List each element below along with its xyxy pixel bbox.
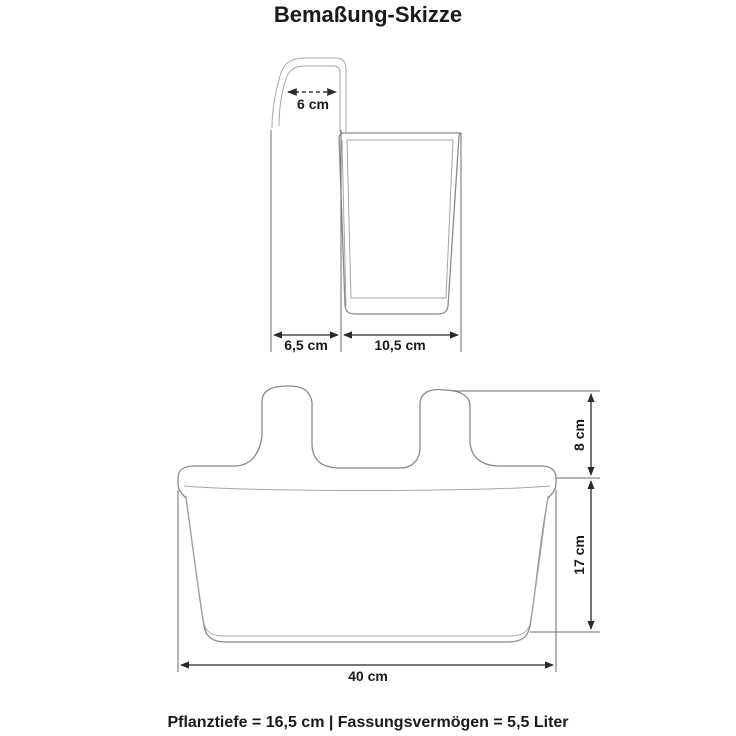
hook-depth-label: 6,5 cm [284,337,328,353]
pot-front-outline [178,386,556,642]
pot-side-outline [339,133,460,314]
pot-depth-label: 10,5 cm [374,337,426,353]
pot-width-label: 40 cm [348,668,388,684]
front-view [178,386,600,684]
hook-height-label: 8 cm [571,419,587,451]
side-view [271,58,461,353]
hook-outline [272,58,346,132]
page-title: Bemaßung-Skizze [273,2,463,27]
pot-height-label: 17 cm [571,535,587,575]
footer-specs: Pflanztiefe = 16,5 cm | Fassungsvermögen = 5,5 Liter [167,714,569,731]
hook-width-label: 6 cm [297,96,329,112]
